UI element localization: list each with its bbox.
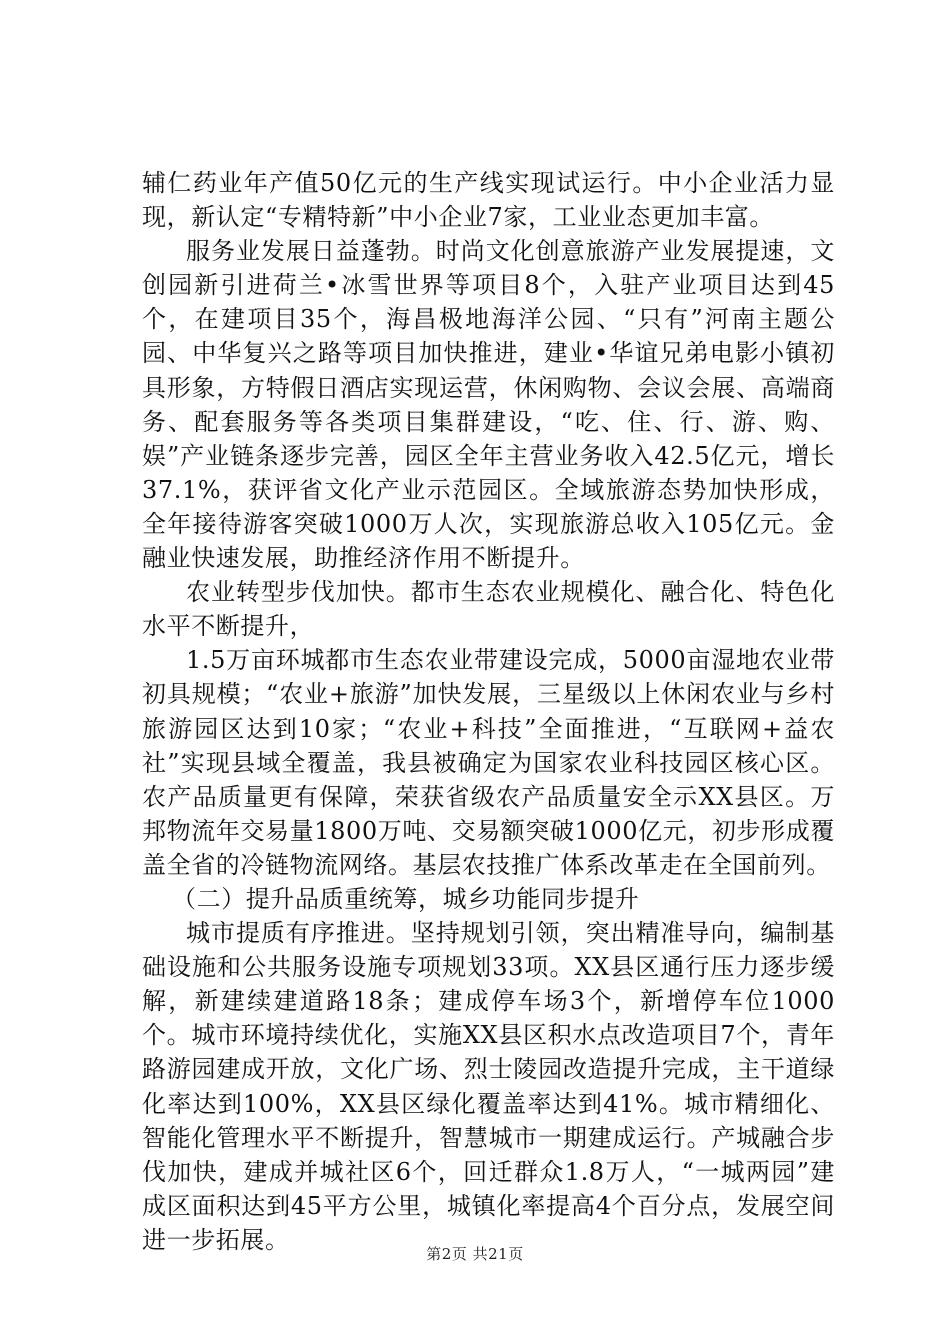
paragraph-continuation: 辅仁药业年产值50亿元的生产线实现试运行。中小企业活力显现，新认定“专精特新”中小企业7家，工业业态更加丰富。 (142, 169, 835, 232)
paragraph-service-industry: 服务业发展日益蓬勃。时尚文化创意旅游产业发展提速，文创园新引进荷兰•冰雪世界等项目8个，入驻产业项目达到45个，在建项目35个，海昌极地海洋公园、“只有”河南主题公园、中华复兴之路等项目加快推进，建业•华谊兄弟电影小镇初具形象，方特假日酒店实现运营，休闲购物、会议会展、高端商务、配套服务等各类项目集群建设，“吃、住、行、游、购、娱”产业链条逐步完善，园区全年主营业务收入42.5亿元，增长37.1%，获评省文化产业示范园区。全域旅游态势加快形成，全年接待游客突破1000万人次，实现旅游总收入105亿元。金融业快速发展，助推经济作用不断提升。 (142, 237, 835, 573)
page-footer: 第2页 共21页 (426, 1245, 524, 1263)
document-body (142, 166, 835, 1257)
section-heading: （二）提升品质重统筹，城乡功能同步提升 (172, 884, 640, 913)
paragraph-agriculture-intro: 农业转型步伐加快。都市生态农业规模化、融合化、特色化水平不断提升， (142, 578, 835, 641)
paragraph-agriculture-detail: 1.5万亩环城都市生态农业带建设完成，5000亩湿地农业带初具规模；“农业+旅游”加快发展，三星级以上休闲农业与乡村旅游园区达到10家；“农业+科技”全面推进，“互联网+益农社”实现县域全覆盖，我县被确定为国家农业科技园区核心区。农产品质量更有保障，荣获省级农产品质量安全示XX县区。万邦物流年交易量1800万吨、交易额突破1000亿元，初步形成覆盖全省的冷链物流网络。基层农技推广体系改革走在全国前列。 (142, 646, 835, 879)
paragraph-urban-quality: 城市提质有序推进。坚持规划引领，突出精准导向，编制基础设施和公共服务设施专项规划33项。XX县区通行压力逐步缓解，新建续建道路18条；建成停车场3个，新增停车位1000个。城市环境持续优化，实施XX县区积水点改造项目7个，青年路游园建成开放，文化广场、烈士陵园改造提升完成，主干道绿化率达到100%，XX县区绿化覆盖率达到41%。城市精细化、智能化管理水平不断提升，智慧城市一期建成运行。产城融合步伐加快，建成并城社区6个，回迁群众1.8万人，“一城两园”建成区面积达到45平方公里，城镇化率提高4个百分点，发展空间进一步拓展。 (142, 919, 835, 1254)
